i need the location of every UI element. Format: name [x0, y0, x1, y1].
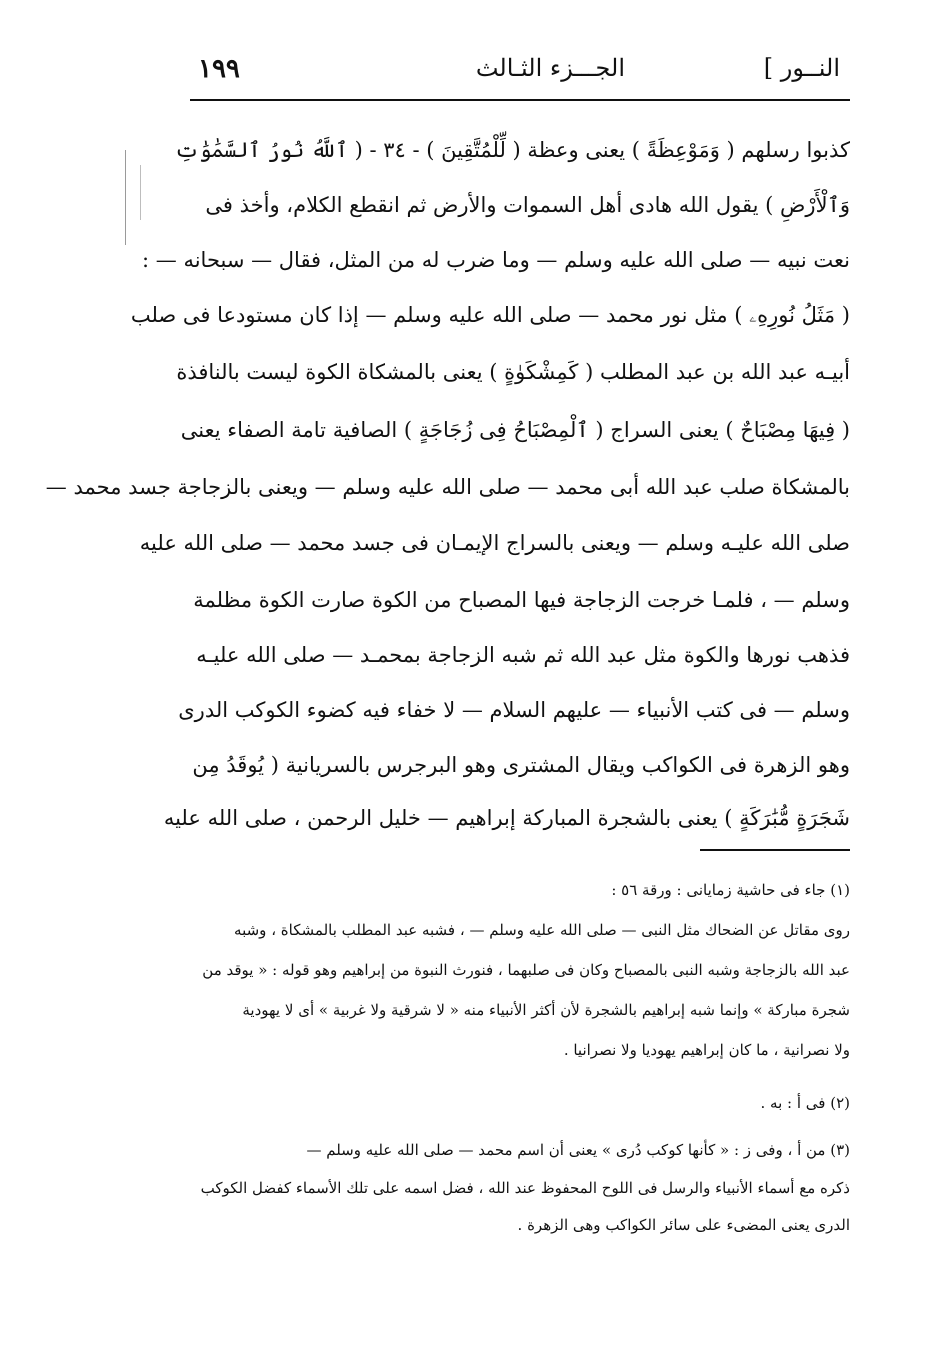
footnote-line: روى مقاتل عن الضحاك مثل النبى — صلى الله عليه وسلم — ، فشبه عبد المطلب بالمشكاة ، وشبه: [234, 921, 850, 939]
page-header: [190, 50, 850, 100]
footnote-line: (٣) من أ ، وفى ز : « كأنها كوكب دُرى » يعنى أن اسم محمد — صلى الله عليه وسلم —: [306, 1141, 850, 1159]
page-number: ١٩٩: [198, 54, 240, 84]
header-divider: [190, 99, 850, 101]
body-line: بالمشكاة صلب عبد الله أبى محمد — صلى الله عليه وسلم — ويعنى بالزجاجة جسد محمد —: [45, 475, 850, 499]
body-line: ( فِيهَا مِصْبَاحٌ ) يعنى السراج ( ٱلْمِصْبَاحُ فِى زُجَاجَةٍ ) الصافية تامة الصفاء يعنى: [180, 418, 850, 442]
footnote-line: (١) جاء فى حاشية زمايانى : ورقة ٥٦ :: [611, 881, 850, 899]
footnote-line: ولا نصرانية ، ما كان إبراهيم يهوديا ولا نصرانيا .: [563, 1041, 850, 1059]
body-line: أبيـه عبد الله بن عبد المطلب ( كَمِشْكَوٰةٍ ) يعنى بالمشكاة الكوة ليست بالنافذة: [176, 360, 850, 384]
part-title: الجـــزء الثـالث: [475, 54, 625, 82]
body-line: صلى الله عليـه وسلم — ويعنى بالسراج الإيمـان فى جسد محمد — صلى الله عليه: [139, 531, 850, 555]
footnote-line: الدرى يعنى المضىء على سائر الكواكب وهى الزهرة .: [517, 1216, 850, 1234]
body-line: ( مَثَلُ نُورِهِۦ ) مثل نور محمد — صلى الله عليه وسلم — إذا كان مستودعا فى صلب: [130, 303, 850, 327]
footnote-divider: [700, 849, 850, 851]
footnote-line: عبد الله بالزجاجة وشبه النبى بالمصباح وكان فى صلبهما ، فنورث النبوة من إبراهيم وهو قوله : « يوقد من: [202, 961, 850, 979]
body-line: فذهب نورها والكوة مثل عبد الله ثم شبه الزجاجة بمحمـد — صلى الله عليـه: [196, 643, 850, 667]
body-line: وهو الزهرة فى الكواكب ويقال المشترى وهو البرجرس بالسريانية ( يُوقَدُ مِن: [192, 753, 850, 777]
body-line: نعت نبيه — صلى الله عليه وسلم — وما ضرب له من المثل، فقال — سبحانه — :: [142, 248, 850, 272]
scan-artifact-mark: [140, 165, 141, 220]
scan-artifact-mark: [125, 150, 126, 245]
body-line: كذبوا رسلهم ( وَمَوْعِظَةً ) يعنى وعظة ( لِّلْمُتَّقِينَ ) - ٣٤ - ( ٱللَّهُ نُورُ ٱلسَّمَٰوَٰتِ: [174, 138, 850, 162]
body-line: وَٱلْأَرْضِ ) يقول الله هادى أهل السموات والأرض ثم انقطع الكلام، وأخذ فى: [205, 193, 850, 217]
footnote-line: شجرة مباركة » وإنما شبه إبراهيم بالشجرة لأن أكثر الأنبياء منه « لا شرقية ولا غربية » أى لا يهودية: [242, 1001, 850, 1019]
surah-title: النــور ]: [763, 54, 840, 82]
body-line: شَجَرَةٍ مُّبَٰرَكَةٍ ) يعنى بالشجرة المباركة إبراهيم — خليل الرحمن ، صلى الله عليه: [163, 806, 850, 830]
body-line: وسلم — فى كتب الأنبياء — عليهم السلام — لا خفاء فيه كضوء الكوكب الدرى: [178, 698, 850, 722]
body-line: وسلم — ، فلمـا خرجت الزجاجة فيها المصباح من الكوة صارت الكوة مظلمة: [193, 588, 850, 612]
footnote-line: ذكره مع أسماء الأنبياء والرسل فى اللوح المحفوظ عند الله ، فضل اسمه على تلك الأسماء كفضل الكوكب: [200, 1179, 850, 1197]
footnote-line: (٢) فى أ : به .: [760, 1094, 850, 1112]
